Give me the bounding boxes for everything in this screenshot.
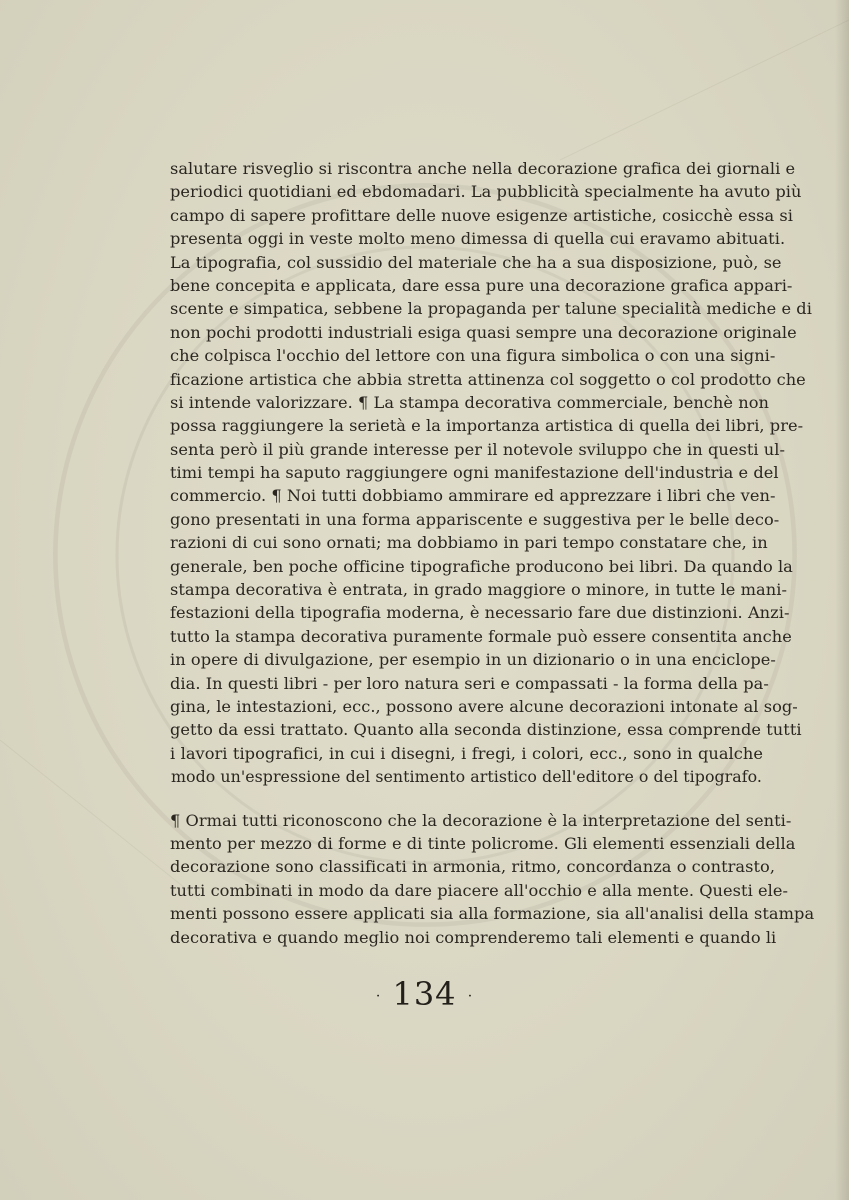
text-line: razioni di cui sono ornati; ma dobbiamo in pari tempo constatare che, in: [170, 533, 768, 553]
text-line: scente e simpatica, sebbene la propaganda per talune specialità mediche e di: [170, 299, 812, 319]
text-line: ficazione artistica che abbia stretta attinenza col soggetto o col prodotto che: [170, 369, 806, 389]
text-line: gina, le intestazioni, ecc., possono avere alcune decorazioni intonate al sog-: [170, 696, 798, 716]
page-number-value: 134: [392, 975, 457, 1013]
text-line: dia. In questi libri - per loro natura seri e compassati - la forma della pa-: [170, 673, 769, 693]
text-line: che colpisca l'occhio del lettore con una figura simbolica o con una signi-: [170, 346, 776, 366]
text-line: ¶ Ormai tutti riconoscono che la decorazione è la interpretazione del senti-: [170, 810, 792, 830]
text-line: campo di sapere profittare delle nuove esigenze artistiche, cosicchè essa si: [170, 205, 793, 225]
text-line: bene concepita e applicata, dare essa pure una decorazione grafica appari-: [170, 275, 793, 295]
text-line: generale, ben poche officine tipografiche producono bei libri. Da quando la: [170, 556, 793, 576]
text-line: gono presentati in una forma appariscente e suggestiva per le belle deco-: [170, 509, 780, 529]
text-line: in opere di divulgazione, per esempio in un dizionario o in una enciclope-: [170, 650, 776, 670]
text-line: tutto la stampa decorativa puramente formale può essere consentita anche: [170, 626, 792, 646]
page-edge-shadow: [835, 0, 849, 1200]
text-line: tutti combinati in modo da dare piacere all'occhio e alla mente. Questi ele-: [170, 880, 788, 900]
text-line: stampa decorativa è entrata, in grado maggiore o minore, in tutte le mani-: [170, 580, 787, 600]
text-line: presenta oggi in veste molto meno dimessa di quella cui eravamo abituati.: [170, 229, 786, 249]
text-line: mento per mezzo di forme e di tinte policrome. Gli elementi essenziali della: [170, 833, 796, 853]
folio-ornament-right: ·: [467, 988, 474, 1005]
body-text: [170, 157, 815, 949]
page-number: [0, 975, 849, 1013]
text-line: La tipografia, col sussidio del materiale che ha a sua disposizione, può, se: [170, 252, 782, 272]
text-line: senta però il più grande interesse per il notevole sviluppo che in questi ul-: [170, 439, 786, 459]
text-line: commercio. ¶ Noi tutti dobbiamo ammirare ed apprezzare i libri che ven-: [170, 486, 776, 506]
text-line: non pochi prodotti industriali esiga quasi sempre una decorazione originale: [170, 322, 797, 342]
text-line: decorativa e quando meglio noi comprenderemo tali elementi e quando li: [170, 927, 777, 947]
text-line: getto da essi trattato. Quanto alla seconda distinzione, essa comprende tutti: [170, 720, 802, 740]
text-line: timi tempi ha saputo raggiungere ogni manifestazione dell'industria e del: [170, 463, 779, 483]
text-line: periodici quotidiani ed ebdomadari. La pubblicità specialmente ha avuto più: [170, 182, 802, 202]
text-line: si intende valorizzare. ¶ La stampa decorativa commerciale, benchè non: [170, 392, 769, 412]
folio-ornament-left: ·: [375, 988, 382, 1005]
text-line: possa raggiungere la serietà e la importanza artistica di quella dei libri, pre-: [170, 416, 804, 436]
text-line: salutare risveglio si riscontra anche nella decorazione grafica dei giornali e: [170, 159, 796, 178]
text-line: modo un'espressione del sentimento artistico dell'editore o del tipografo.: [171, 767, 762, 787]
paragraph-gap: [170, 789, 763, 809]
text-line: i lavori tipografici, in cui i disegni, i fregi, i colori, ecc., sono in qualche: [170, 743, 763, 763]
text-line: decorazione sono classificati in armonia, ritmo, concordanza o contrasto,: [170, 857, 776, 877]
text-line: festazioni della tipografia moderna, è necessario fare due distinzioni. Anzi-: [170, 603, 790, 623]
text-line: menti possono essere applicati sia alla formazione, sia all'analisi della stampa: [170, 904, 815, 924]
